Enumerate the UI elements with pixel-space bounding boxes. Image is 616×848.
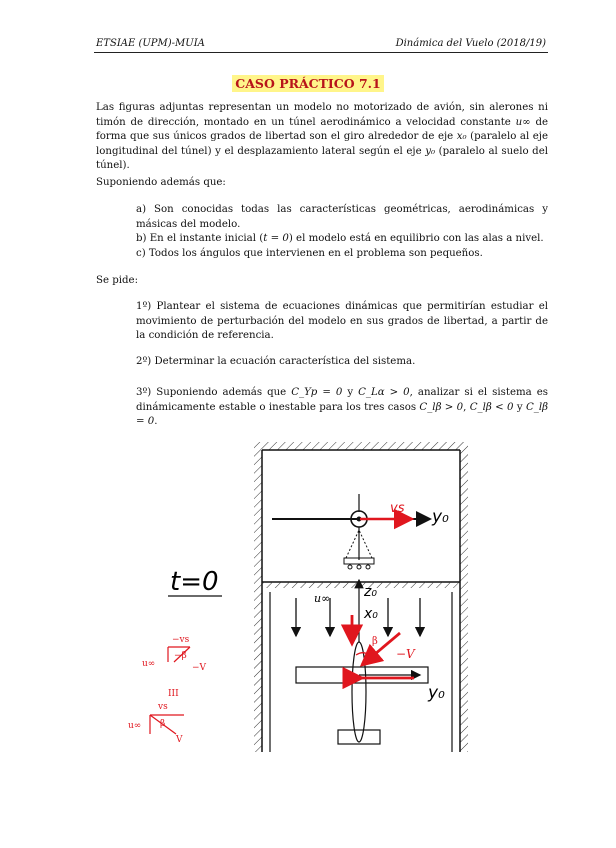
y0-label-bottom: y₀: [428, 683, 445, 703]
t-zero-label: t=0: [170, 567, 219, 597]
sketch1-v-label: −V: [192, 663, 207, 673]
q3-case-3: C_lβ = 0: [136, 401, 549, 427]
vs-label: vs: [390, 501, 405, 516]
sketch2-v-label: V: [176, 735, 183, 745]
beta-label: β: [372, 636, 378, 647]
suppose-label: Suponiendo además que:: [96, 177, 226, 188]
se-pide-label: Se pide:: [96, 275, 139, 286]
sketch2-vs-label: vs: [158, 702, 168, 712]
page-title: [0, 76, 616, 91]
symbol-y0: y₀: [425, 145, 436, 157]
page-title-text: CASO PRÁCTICO 7.1: [232, 75, 383, 92]
wind-tunnel-figure: [0, 430, 616, 760]
q3-sep-1: ,: [463, 401, 470, 413]
model-front: [272, 494, 449, 569]
question-3: [136, 386, 548, 430]
symbol-u-inf: u∞: [515, 116, 531, 128]
q3-end: .: [154, 416, 158, 427]
header-right: Dinámica del Vuelo (2018/19): [395, 38, 546, 49]
header-left: ETSIAE (UPM)-MUIA: [96, 38, 205, 49]
header-divider: [94, 52, 548, 53]
question-2: 2º) Determinar la ecuación característica del sistema.: [136, 356, 416, 367]
minus-v-label: −V: [396, 647, 415, 661]
condition-b-text-2: ) el modelo está en equilibrio con las alas a nivel.: [288, 233, 544, 244]
condition-c: c) Todos los ángulos que intervienen en el problema son pequeños.: [136, 248, 483, 259]
condition-a: a) Son conocidas todas las características geométricas, aerodinámicas y másicas del modelo.: [136, 204, 548, 230]
q3-text-a: 3º) Suponiendo además que: [136, 387, 292, 398]
intro-text-4: (paralelo al suelo del túnel).: [96, 145, 548, 171]
u-inf-label: u∞: [314, 592, 331, 605]
symbol-x0: x₀: [456, 131, 467, 142]
velocity-sketch-1: [142, 635, 207, 673]
sketch1-vs-label: −vs: [172, 635, 190, 645]
q3-case-2: C_lβ < 0: [469, 401, 514, 413]
question-1: 1º) Plantear el sistema de ecuaciones dinámicas que permitirían estudiar el movimiento de perturbación del modelo en sus grados de libertad, a partir de la condición de referencia.: [136, 301, 548, 341]
x0-label: x₀: [364, 606, 378, 622]
intro-text-3: (paralelo al eje longitudinal del túnel) y el desplazamiento lateral según el eje: [96, 131, 548, 157]
condition-b-text-1: b) En el instante inicial (: [136, 233, 264, 244]
sketch2-u-label: u∞: [128, 721, 142, 731]
q3-cla: C_Lα > 0: [358, 387, 410, 398]
q3-cyp: C_Yp = 0: [291, 387, 343, 398]
sketch2-beta-label: β: [160, 719, 166, 729]
sketch-separator: III: [168, 689, 179, 699]
tunnel-top-view: [270, 580, 452, 752]
q3-case-1: C_lβ > 0: [419, 401, 464, 413]
sketch1-u-label: u∞: [142, 659, 156, 669]
condition-b: [136, 232, 548, 247]
velocity-sketch-2: [128, 702, 184, 745]
intro-text-1: Las figuras adjuntas representan un modelo no motorizado de avión, sin alerones ni timón de dirección, montado en un túnel aerodinámico a velocidad constante: [96, 102, 548, 128]
intro-paragraph: [96, 101, 548, 174]
sketch1-beta-label: −β: [174, 651, 187, 661]
condition-b-symbol: t = 0: [263, 233, 289, 244]
z0-label: z₀: [364, 584, 377, 600]
q3-text-b: , analizar si el sistema es dinámicamente estable o inestable para los tres casos: [136, 387, 548, 413]
q3-sep-2: y: [513, 401, 526, 413]
tunnel-front-view: [254, 442, 468, 752]
intro-text-2: de forma que sus únicos grados de libertad son el giro alrededor de eje: [96, 116, 549, 142]
q3-and: y: [342, 387, 359, 398]
y0-label-top: y₀: [432, 507, 449, 527]
